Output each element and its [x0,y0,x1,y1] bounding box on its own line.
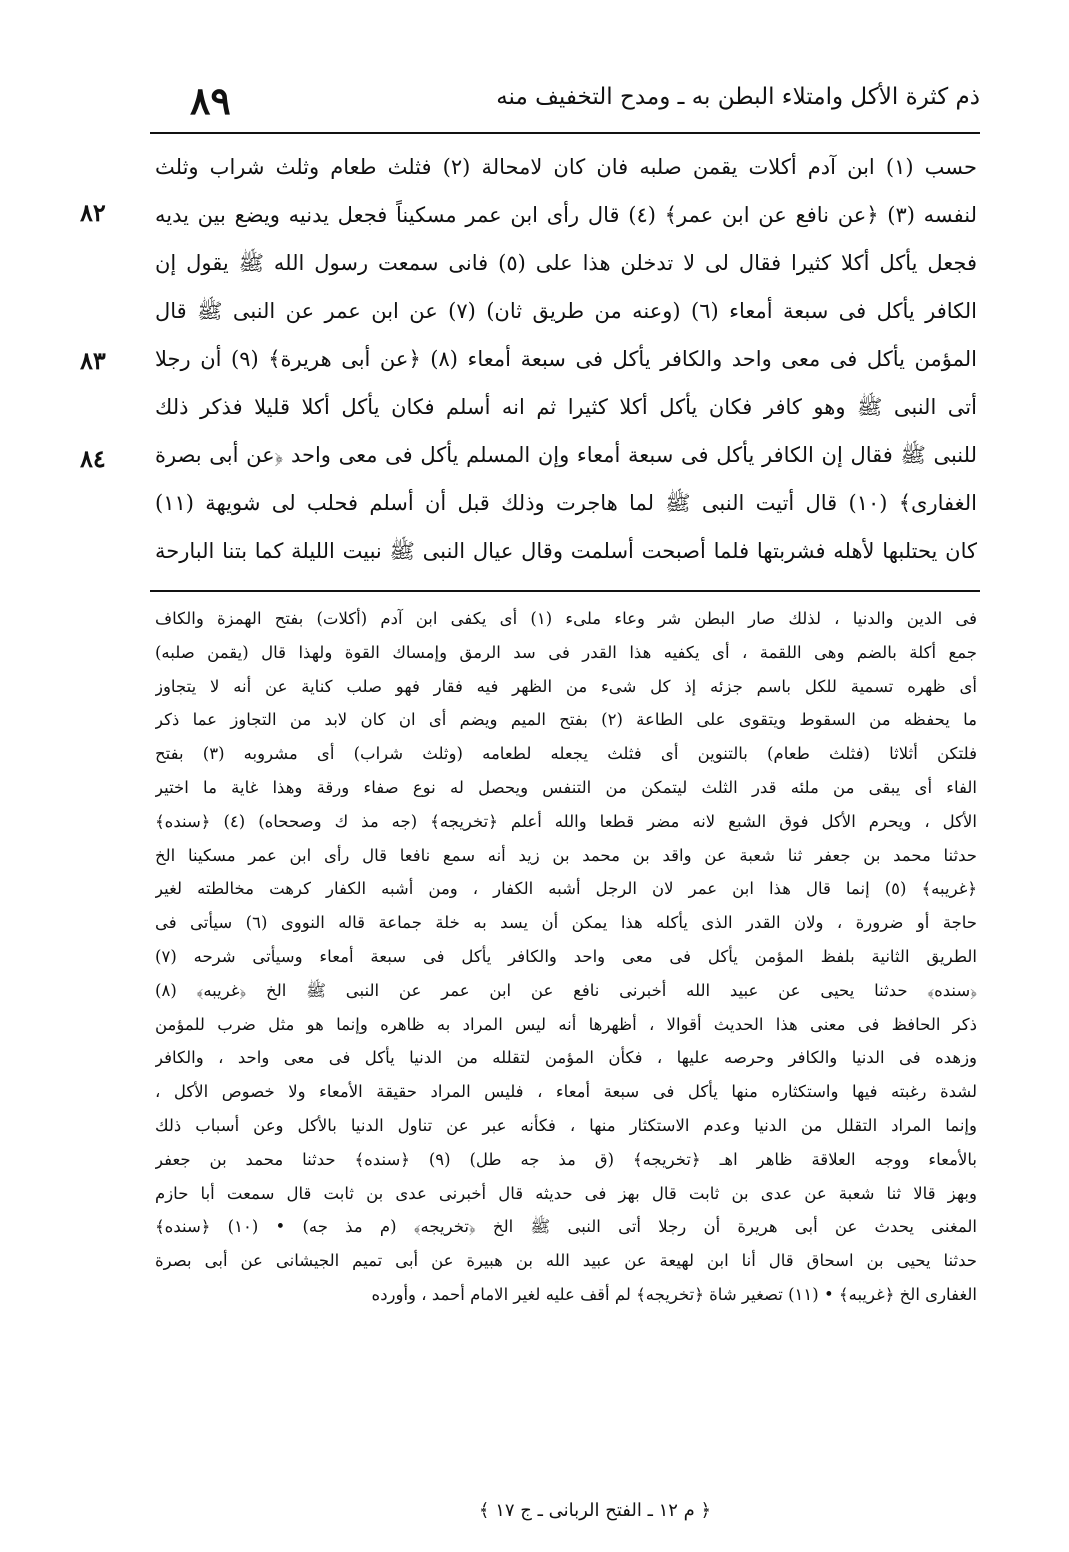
page-header [150,78,980,124]
hadith-number: ٨٤ [80,444,106,473]
footnote-line: الغفارى الخ ﴿غريبه﴾ • (١١) تصغير شاة ﴿تخريجه﴾ لم أقف عليه لغير الامام أحمد ، وأورده [371,1284,977,1304]
chapter-title: ذم كثرة الأكل وامتلاء البطن به ـ ومدح التخفيف منه [496,84,980,110]
footnote-line: الفاء أى يبقى من ملئه قدر الثلث ليتمكن من التنفس ويحصل له نوع صفاء ورقة وهذا غاية ما اختير [155,777,977,797]
footnote-line: حدثنا محمد بن جعفر ثنا شعبة عن واقد بن محمد بن زيد أنه سمع نافعا قال رأى ابن عمر مسكينا الخ [155,845,977,865]
footnote-line: بالأمعاء ووجه العلاقة ظاهر اهـ ﴿تخريجه﴾ (ق مذ جه طل) (٩) ﴿سنده﴾ حدثنا محمد بن جعفر [155,1149,977,1169]
footnote-line: جمع أكلة بالضم وهى اللقمة ، أى يكفيه هذا القدر فى سد الرمق وإمساك القوة ولهذا قال (يقمن صلبه) [155,642,977,662]
footnote-divider [150,590,980,592]
footnote-line: حدثنا يحيى بن اسحاق قال أنا ابن لهيعة عن عبيد الله بن هبيرة عن أبى تميم الجيشانى عن أبى بصرة [155,1251,977,1271]
footnote-line: ﴿غريبه﴾ (٥) إنما قال هذا ابن عمر لان الرجل أشبه الكفار ، ومن أشبه الكفار كرهت مخالطته لغير [155,879,977,899]
footnote-line: فلتكن أثلاثا (فثلث طعام) بالتنوين أى فثلث يجعله لطعامه (وثلث شراب) أى مشروبه (٣) بفتح [155,744,977,764]
footnote-line: ما يحفظه من السقوط ويتقوى على الطاعة (٢) بفتح الميم ويضم أى ان كان لابد من التجاوز عما ذكر [155,710,977,730]
commentary-footnotes [155,602,977,1312]
hadith-number: ٨٣ [80,346,106,375]
footnote-line: المغنى يحدث عن أبى هريرة أن رجلا أتى النبى ﷺ الخ ﴿تخريجه﴾ (م مذ جه) • (١٠) ﴿سنده﴾ [155,1217,977,1237]
footnote-line: وبهز قالا ثنا شعبة عن عدى بن ثابت قال بهز فى حديثه قال أخبرنى عدى بن ثابت قال سمعت أبا حازم [155,1183,977,1203]
text-line: للنبى ﷺ فقال إن الكافر يأكل فى سبعة أمعاء وإن المسلم يأكل فى معى واحد ﴿عن أبى بصرة [155,443,977,467]
footnote-line: أى ظهره تسمية للكل باسم جزئه إذ كل شىء من الظهر فيه فقار فهو صلب كناية عن أنه لا يتجاوز [155,676,977,696]
footnote-line: الأكل ، ويحرم الأكل فوق الشبع لانه مضر قطعا والله أعلم ﴿تخريجه﴾ (جه مذ ك وصححاه) (٤) ﴿سنده﴾ [155,811,977,831]
text-line: حسب (١) ابن آدم أكلات يقمن صلبه فان كان لامحالة (٢) فثلث طعام وثلث شراب وثلث [155,155,977,179]
footnote-line: فى الدين والدنيا ، لذلك صار البطن شر وعاء ملىء (١) أى يكفى ابن آدم (أكلات) بفتح الهمزة والكاف [155,609,977,628]
footnote-line: ذكر الحافظ فى معنى هذا الحديث أقوالا ، أظهرها أنه ليس المراد به ظاهره وإنما هو مثل ضرب للمؤمن [155,1014,977,1034]
printer-signature: ﴿ م ١٢ ـ الفتح الربانى ـ ج ١٧ ﴾ [478,1500,712,1521]
text-line: الكافر يأكل فى سبعة أمعاء (٦) (وعنه من طريق ثان) (٧) عن ابن عمر عن النبى ﷺ قال [155,299,977,323]
footnote-line: ﴿سنده﴾ حدثنا يحيى عن عبيد الله أخبرنى نافع عن ابن عمر عن النبى ﷺ الخ ﴿غريبه﴾ (٨) [155,980,977,1000]
header-divider [150,132,980,134]
text-line: لنفسه (٣) ﴿عن نافع عن ابن عمر﴾ (٤) قال رأى ابن عمر مسكيناً فجعل يدنيه ويضع بين يديه [155,203,977,227]
footnote-line: وزهده فى الدنيا والكافر وحرصه عليها ، فكأن المؤمن لتقلله من الدنيا يأكل فى معى واحد ، والكافر [155,1048,977,1068]
text-line: أتى النبى ﷺ وهو كافر فكان يأكل أكلا كثيرا ثم انه أسلم فكان يأكل أكلا قليلا فذكر ذلك [155,395,977,419]
footnote-line: حاجة أو ضرورة ، ولان القدر الذى يأكله هذا يمكن أن يسد به خلة جماعة قاله النووى (٦) سيأتى فى [155,913,977,933]
footnote-line: لشدة رغبته فيها واستكثاره منها يأكل فى سبعة أمعاء ، فليس المراد حقيقة الأمعاء ولا خصوص الأكل ، [155,1082,977,1102]
footnote-line: وإنما المراد التقلل من الدنيا وعدم الاستكثار منها ، فكأنه عبر عن تناول الدنيا بالأكل وعن أسباب ذلك [155,1115,977,1135]
text-line: الغفارى﴾ (١٠) قال أتيت النبى ﷺ لما هاجرت وذلك قبل أن أسلم فحلب لى شويهة (١١) [155,491,977,515]
footnote-line: الطريق الثانية بلفظ المؤمن يأكل فى معى واحد والكافر يأكل فى سبعة أمعاء وسيأتى شرحه (٧) [155,946,977,966]
hadith-text [155,143,977,575]
page-number: ٨٩ [190,78,231,123]
text-line: المؤمن يأكل فى معى واحد والكافر يأكل فى سبعة أمعاء (٨) ﴿عن أبى هريرة﴾ (٩) أن رجلا [155,347,977,371]
hadith-number: ٨٢ [80,198,106,227]
text-line: فجعل يأكل أكلا كثيرا فقال لى لا تدخلن هذا على (٥) فانى سمعت رسول الله ﷺ يقول إن [155,251,977,275]
text-line: كان يحتلبها لأهله فشربتها فلما أصبحت أسلمت وقال عيال النبى ﷺ نبيت الليلة كما بتنا البارحة [155,539,977,563]
